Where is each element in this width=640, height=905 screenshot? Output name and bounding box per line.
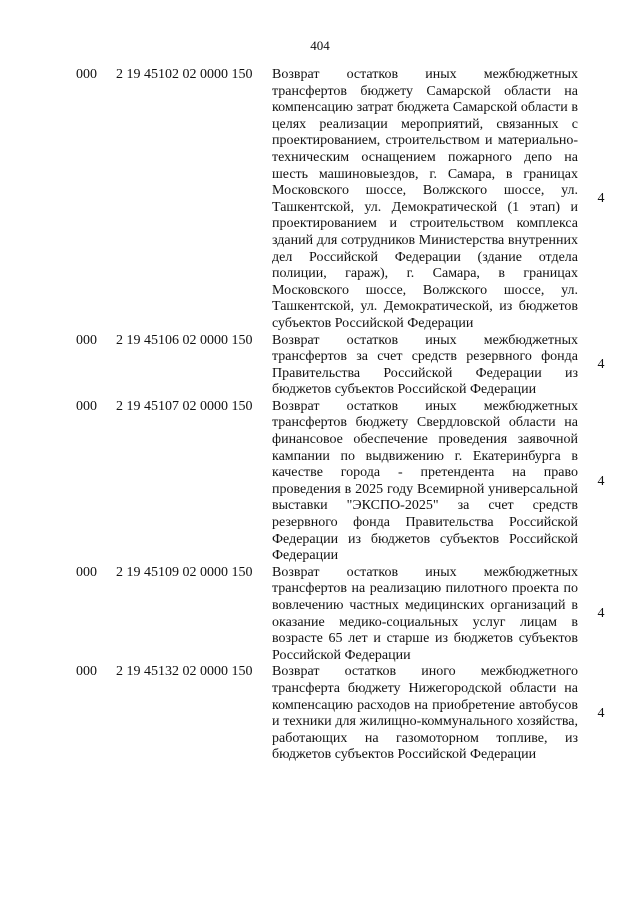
- table-row: [76, 664, 620, 764]
- income-code: 2 19 45109 02 0000 150: [116, 564, 253, 580]
- group-number: 4: [597, 473, 605, 489]
- income-code: 2 19 45106 02 0000 150: [116, 332, 253, 348]
- income-name: Возврат остатков иных межбюджетных трансфертов на реализацию пилотного проекта по вовлечению частных медицинских организаций в оказание медико-социальных услуг лицам в возрасте 65 лет и старше из бюджетов субъектов Российской Федерации: [272, 564, 578, 663]
- admin-code: 000: [76, 564, 97, 580]
- admin-code: 000: [76, 398, 97, 414]
- income-name: Возврат остатков иного межбюджетного трансферта бюджету Нижегородской области на компенсацию расходов на приобретение автобусов и техники для жилищно-коммунального хозяйства, работающих на газомоторном топливе, из бюджетов субъектов Российской Федерации: [272, 664, 578, 763]
- table-row: [76, 399, 620, 565]
- admin-code: 000: [76, 332, 97, 348]
- group-number: 4: [597, 606, 605, 622]
- page-number: 404: [310, 38, 330, 53]
- income-name: Возврат остатков иных межбюджетных трансфертов за счет средств резервного фонда Правительства Российской Федерации из бюджетов субъектов Российской Федерации: [272, 332, 578, 398]
- income-code: 2 19 45132 02 0000 150: [116, 664, 253, 680]
- table-row: [76, 565, 620, 665]
- admin-code: 000: [76, 67, 97, 82]
- income-name: Возврат остатков иных межбюджетных трансфертов бюджету Самарской области на компенсацию затрат бюджета Самарской области в целях реализации мероприятий, связанных с проектированием, строительством и материально-техническим оснащением пожарного депо на шесть машиновыездов, г. Самара, в границах Московского шоссе, Волжского шоссе, ул. Ташкентской, ул. Демократической (1 этап) и проектированием и строительством комплекса зданий для сотрудников Министерства внутренних дел Российской Федерации (здание отдела полиции, гараж), г. Самара, в границах Московского шоссе, Волжского шоссе, ул. Ташкентской, ул. Демократической, из бюджетов субъектов Российской Федерации: [272, 67, 578, 331]
- income-code: 2 19 45107 02 0000 150: [116, 398, 253, 414]
- income-code: 2 19 45102 02 0000 150: [116, 67, 253, 82]
- budget-classification-table: [76, 67, 620, 764]
- group-number: 4: [597, 705, 605, 721]
- admin-code: 000: [76, 664, 97, 680]
- group-number: 4: [597, 357, 605, 373]
- income-name: Возврат остатков иных межбюджетных трансфертов бюджету Свердловской области на финансовое обеспечение проведения заявочной кампании по выдвижению г. Екатеринбурга в качестве города - претендента на право проведения в 2025 году Всемирной универсальной выставки "ЭКСПО-2025" за счет средств резервного фонда Правительства Российской Федерации из бюджетов субъектов Российской Федерации: [272, 398, 578, 564]
- table-row: [76, 67, 620, 333]
- table-row: [76, 333, 620, 399]
- group-number: 4: [597, 191, 605, 207]
